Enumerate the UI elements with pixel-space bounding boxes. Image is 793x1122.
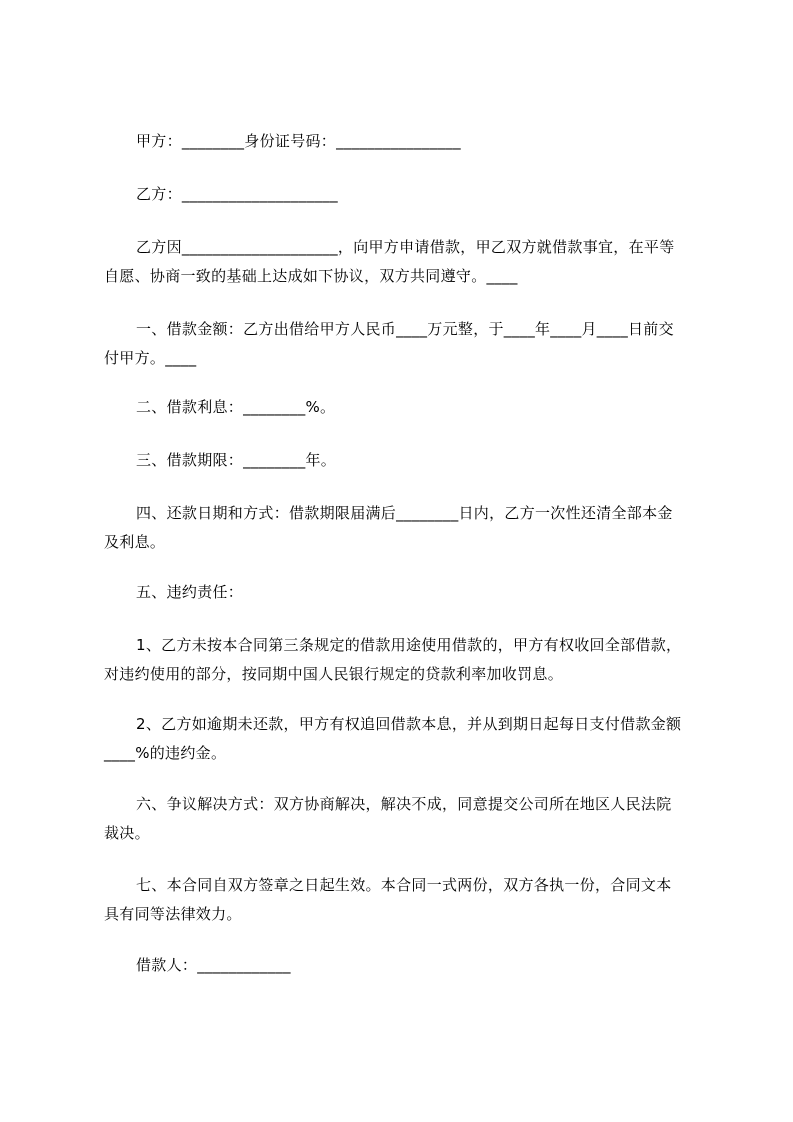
clause-5-2-paragraph [104, 710, 704, 768]
clause-7-line-2: 具有同等法律效力。 [104, 905, 242, 923]
clause-1-line-1: 一、借款金额：乙方出借给甲方人民币____万元整，于____年____月____日前交 [136, 320, 674, 338]
clause-5-1-line-1: 1、乙方未按本合同第三条规定的借款用途使用借款的，甲方有权收回全部借款， [136, 636, 682, 654]
party-b-line [104, 180, 704, 209]
party-a-line [104, 127, 704, 156]
clause-5-2-line-2: ____%的违约金。 [104, 744, 227, 762]
clause-1-line-2: 付甲方。____ [104, 349, 197, 367]
clause-7-paragraph [104, 871, 704, 929]
clause-3-text: 三、借款期限：________年。 [136, 451, 337, 469]
preamble-line-1: 乙方因____________________，向甲方申请借款，甲乙双方就借款事宜，在平等 [136, 238, 675, 256]
clause-5-text: 五、违约责任： [136, 583, 244, 601]
clause-5-2-line-1: 2、乙方如逾期未还款，甲方有权追回借款本息，并从到期日起每日支付借款金额 [136, 715, 682, 733]
preamble-line-2: 自愿、协商一致的基础上达成如下协议，双方共同遵守。____ [104, 267, 518, 285]
clause-6-line-2: 裁决。 [104, 824, 150, 842]
clause-2-paragraph [104, 393, 704, 422]
clause-7-line-1: 七、本合同自双方签章之日起生效。本合同一式两份，双方各执一份，合同文本 [136, 876, 672, 894]
preamble-paragraph [104, 233, 704, 291]
clause-6-paragraph [104, 790, 704, 848]
clause-2-text: 二、借款利息：________%。 [136, 398, 336, 416]
party-b-text: 乙方：____________________ [136, 185, 338, 203]
borrower-signature-line [104, 951, 704, 980]
clause-5-1-paragraph [104, 631, 704, 689]
clause-5-heading [104, 578, 704, 607]
clause-1-paragraph [104, 315, 704, 373]
clause-4-line-2: 及利息。 [104, 533, 166, 551]
borrower-text: 借款人：____________ [136, 956, 291, 974]
clause-3-paragraph [104, 446, 704, 475]
clause-4-line-1: 四、还款日期和方式：借款期限届满后________日内，乙方一次性还清全部本金 [136, 504, 673, 522]
clause-5-1-line-2: 对违约使用的部分，按同期中国人民银行规定的贷款利率加收罚息。 [104, 665, 564, 683]
clause-6-line-1: 六、争议解决方式：双方协商解决，解决不成，同意提交公司所在地区人民法院 [136, 795, 672, 813]
party-a-text: 甲方：________身份证号码：________________ [136, 132, 461, 150]
clause-4-paragraph [104, 499, 704, 557]
